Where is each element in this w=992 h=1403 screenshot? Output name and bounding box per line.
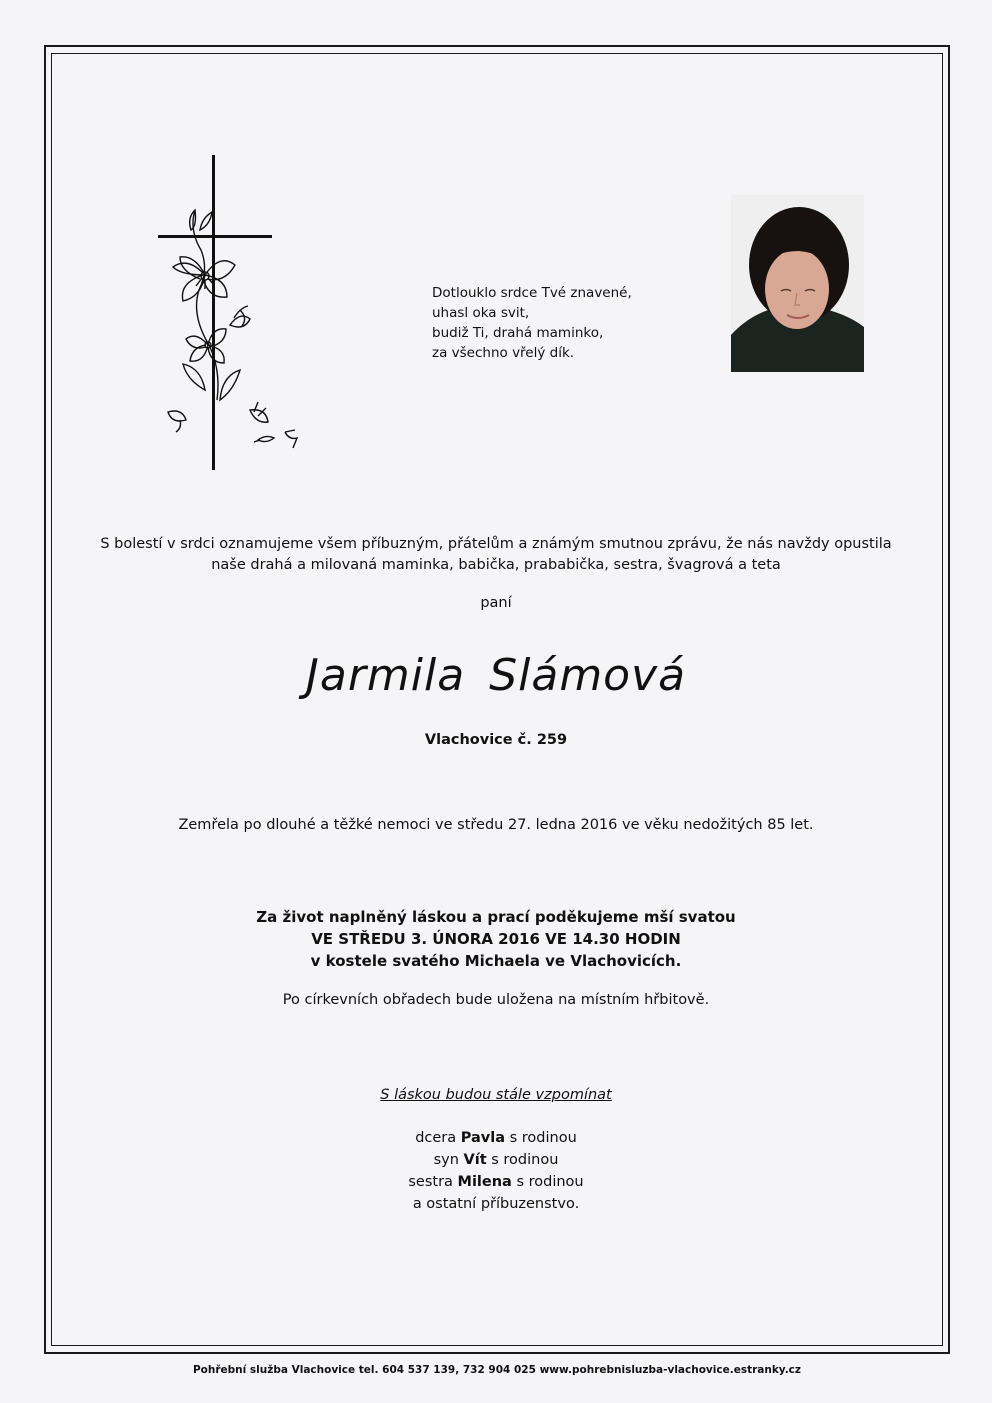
poem-line: za všechno vřelý dík. (432, 345, 575, 361)
intro-line-2: naše drahá a milovaná maminka, babička, prababička, sestra, švagrová a teta (211, 557, 781, 573)
portrait-icon (731, 195, 864, 372)
burial-info: Po církevních obřadech bude uložena na místním hřbitově. (282, 992, 710, 1008)
last-name: Slámová (489, 650, 687, 701)
poem-line: budiž Ti, drahá maminko, (432, 325, 604, 341)
footer-contact: Pohřební služba Vlachovice tel. 604 537 139, 732 904 025 www.pohrebnisluzba-vlachovice.estranky.cz (192, 1364, 802, 1376)
memory-title: S láskou budou stále vzpomínat (380, 1087, 612, 1103)
cross-with-flowers-icon (150, 150, 320, 480)
intro-line-1: S bolestí v srdci oznamujeme všem příbuzným, přátelům a známým smutnou zprávu, že nás navždy opustila (100, 536, 892, 552)
poem-verse (432, 283, 632, 363)
address: Vlachovice č. 259 (424, 732, 568, 748)
funeral-line-2: VE STŘEDU 3. ÚNORA 2016 VE 14.30 HODIN (311, 930, 681, 948)
funeral-line-1: Za život naplněný láskou a prací poděkujeme mší svatou (256, 908, 736, 926)
poem-line: uhasl oka svit, (432, 305, 530, 321)
title-prefix: paní (480, 595, 512, 611)
list-item: dcera Pavla s rodinou (415, 1130, 577, 1146)
portrait-photo (731, 195, 864, 372)
list-item: a ostatní příbuzenstvo. (412, 1196, 580, 1212)
list-item: syn Vít s rodinou (433, 1152, 559, 1168)
mourners-list (60, 1127, 932, 1215)
funeral-info (60, 906, 932, 972)
deceased-name (60, 650, 932, 701)
funeral-line-3: v kostele svatého Michaela ve Vlachovicích. (310, 952, 682, 970)
announcement-intro (60, 534, 932, 576)
first-name: Jarmila (305, 650, 466, 701)
poem-line: Dotlouklo srdce Tvé znavené, (432, 285, 632, 301)
list-item: sestra Milena s rodinou (408, 1174, 584, 1190)
death-notice: Zemřela po dlouhé a těžké nemoci ve středu 27. ledna 2016 ve věku nedožitých 85 let. (178, 817, 814, 833)
